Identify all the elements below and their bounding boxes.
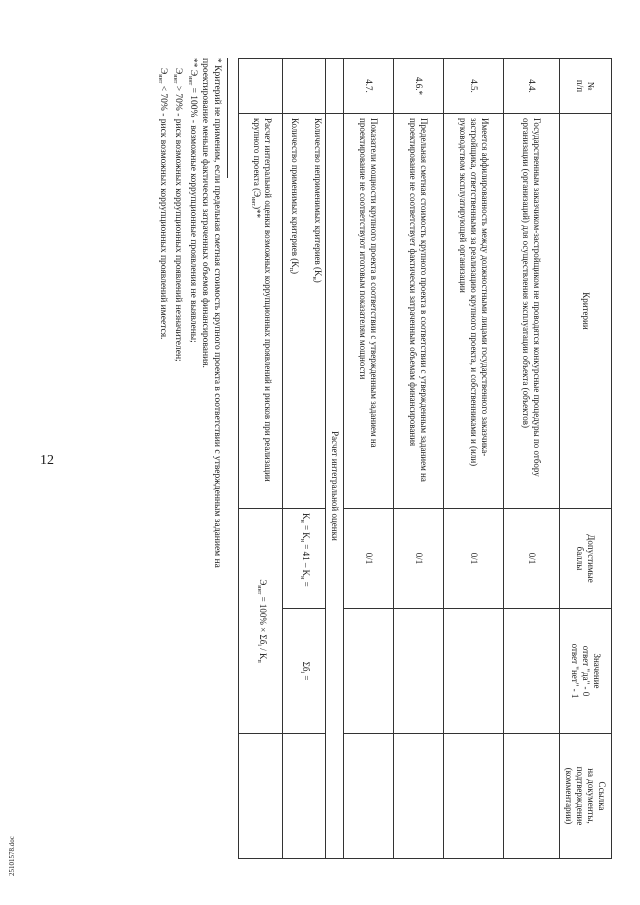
calc-link [283, 734, 326, 859]
row-criteria: Предельная сметная стоимость крупного проекта в соответствии с утвержденным заданием на проектирование не соответствует фактически затраченным объемам финансирования [394, 114, 444, 509]
footnote-star: * Критерий не применим, если предельная сметная стоимость крупного проекта в соответствии с утвержденным заданием на проектирование меньше фактически затраченных объемов финансирования. [200, 58, 222, 568]
footnotes [154, 58, 228, 858]
calc-row-counts [283, 59, 326, 859]
footnote-double-star: ** $Э_{инт} = 100\%$ - возможные коррупционные проявления не выявлены; [187, 58, 198, 343]
row-value [504, 609, 560, 734]
row-link [444, 734, 504, 859]
integral-label: Расчет интегральной оценки возможных коррупционных проявлений и рисков при реализации крупного проекта $(Э_{инт})**$ [239, 114, 283, 509]
footnote-line-4: $Э_{инт} < 70\%$ - риск возможных коррупционных проявлений имеется. [157, 68, 168, 340]
sum-formula: $\Sigma б_i$ = [283, 609, 326, 734]
integral-formula: $Э_{инт} = 100\% \times \Sigma б_i / K_п$ [239, 509, 283, 734]
header-num: № п/п [560, 59, 612, 114]
table-header-row [560, 59, 612, 859]
document-id: 25101578.doc [8, 836, 16, 876]
section-spacer [326, 59, 344, 114]
row-value [344, 609, 394, 734]
calc-num-2 [239, 59, 283, 114]
section-title: Расчет интегральной оценки [326, 114, 344, 859]
row-points: 0/1 [394, 509, 444, 609]
row-points: 0/1 [344, 509, 394, 609]
row-points: 0/1 [444, 509, 504, 609]
footnote-line-3: $Э_{инт} > 70\%$ - риск возможных коррупционных проявлений незначителен; [172, 68, 183, 362]
table-row [444, 59, 504, 859]
rotated-sheet [82, 58, 612, 858]
header-points: Допустимые баллы [560, 509, 612, 609]
calc-num [283, 59, 326, 114]
table-row [394, 59, 444, 859]
row-criteria: Показатели мощности крупного проекта в соответствии с утвержденным заданием на проектирование не соответствуют итоговым показателям мощности [344, 114, 394, 509]
row-value [394, 609, 444, 734]
row-num: 4.5. [444, 59, 504, 114]
count-nonapplicable: Количество неприменимых критериев $(K_н)$ [311, 118, 323, 283]
table-row [344, 59, 394, 859]
row-link [344, 734, 394, 859]
calc-count-labels [283, 114, 326, 509]
header-criteria: Критерии [560, 114, 612, 509]
header-value: Значение ответ "да" - 0 ответ "нет" - 1 [560, 609, 612, 734]
footnote-divider [227, 58, 228, 178]
criteria-table [238, 58, 612, 859]
row-link [394, 734, 444, 859]
row-num: 4.7. [344, 59, 394, 114]
row-value [444, 609, 504, 734]
row-points: 0/1 [504, 509, 560, 609]
row-criteria: Государственным заказчиком-застройщиком не проводятся конкурсные процедуры по отбору организации (организаций) для осуществления эксплуатации объекта (объектов) [504, 114, 560, 509]
row-criteria: Имеется аффилированность между должностными лицами государственного заказчика-застройщика, ответственными за реализацию крупного проекта, и собственниками и (или) руководством эксплуатирующей организации [444, 114, 504, 509]
row-link [504, 734, 560, 859]
header-link: Ссылка на документы, подтверждение (комментарии) [560, 734, 612, 859]
calc-row-integral [239, 59, 283, 859]
count-applicable: Количество применимых критериев $(K_п)$ [288, 118, 300, 274]
row-num: 4.4. [504, 59, 560, 114]
count-formula: $K_н = K_н = 41 - K_н$ = [283, 509, 326, 609]
calc-link-2 [239, 734, 283, 859]
section-row [326, 59, 344, 859]
table-row [504, 59, 560, 859]
page-number: 12 [40, 453, 54, 468]
row-num: 4.6.* [394, 59, 444, 114]
